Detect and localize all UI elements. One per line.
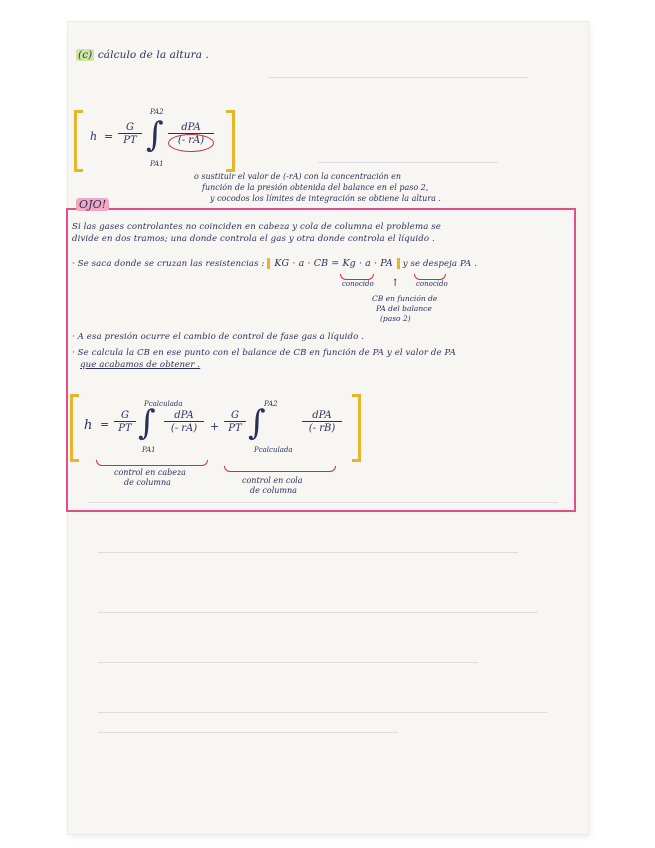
- formula-h: h: [84, 418, 93, 433]
- coefficient-numerator: G: [224, 410, 246, 422]
- cb-note-line: CB en función de: [372, 294, 438, 303]
- head-control-label: control en cabeza: [114, 468, 186, 477]
- section-heading: [76, 49, 209, 61]
- notebook-page: [68, 22, 588, 834]
- note-line: o sustituir el valor de (-rA) con la concentración en: [194, 172, 402, 181]
- integral-lower-limit: PA1: [142, 446, 156, 454]
- bleed-through-line: [98, 552, 518, 553]
- bullet-cb-calc-cont: que acabamos de obtener .: [80, 360, 201, 370]
- coefficient-fraction: [224, 410, 246, 434]
- formula-right-bracket: [352, 394, 361, 462]
- resistance-equation: KG · a · CB = Kg · a · PA: [267, 258, 400, 269]
- ojo-text-line: Si las gases controlantes no coinciden en cabeza y cola de columna el problema se: [72, 222, 441, 232]
- highlight-oval: [168, 134, 214, 152]
- section-title: cálculo de la altura .: [97, 49, 209, 61]
- formula-plus: +: [210, 420, 220, 433]
- integral-sign: ∫: [138, 403, 156, 443]
- cb-note-line: (paso 2): [380, 314, 411, 323]
- formula-left-bracket: [70, 394, 79, 462]
- integrand-numerator: dPA: [164, 410, 204, 422]
- bullet-suffix: y se despeja PA .: [402, 259, 478, 269]
- formula-equals: =: [100, 418, 110, 431]
- bleed-through-line: [98, 662, 478, 663]
- note-line: función de la presión obtenida del balance en el paso 2,: [202, 183, 429, 192]
- formula-equals: =: [104, 130, 114, 143]
- coefficient-fraction: [114, 410, 136, 434]
- integrand-denominator: (- rA): [177, 135, 205, 146]
- bleed-through-line: [318, 162, 498, 163]
- tail-control-label: control en cola: [242, 476, 303, 485]
- coefficient-denominator: PT: [228, 423, 242, 434]
- known-label: conocido: [416, 280, 448, 288]
- cb-note-line: PA del balance: [376, 304, 432, 313]
- integrand-numerator: dPA: [302, 410, 342, 422]
- coefficient-numerator: G: [114, 410, 136, 422]
- coefficient-denominator: PT: [118, 423, 132, 434]
- known-label: conocido: [342, 280, 374, 288]
- formula-right-bracket: [226, 110, 235, 172]
- bleed-through-line: [98, 612, 538, 613]
- integral-upper-limit: PA2: [264, 400, 278, 408]
- ojo-label: OJO!: [76, 198, 109, 211]
- bullet-cb-calc: · Se calcula la CB en ese punto con el balance de CB en función de PA y el valor de PA: [72, 348, 456, 358]
- integrand-numerator: dPA: [168, 122, 214, 134]
- integrand-denominator: (- rA): [170, 423, 198, 434]
- integral-lower-limit: PA1: [150, 160, 164, 168]
- integral-upper-limit: Pcalculada: [144, 400, 183, 408]
- integral-sign: ∫: [248, 403, 266, 443]
- bullet-phase-change: · A esa presión ocurre el cambio de control de fase gas a líquido .: [72, 332, 365, 342]
- bullet-prefix: · Se saca donde se cruzan las resistencias :: [72, 259, 265, 269]
- integral-lower-limit: Pcalculada: [254, 446, 293, 454]
- coefficient-numerator: G: [118, 122, 142, 134]
- section-marker: (c): [78, 49, 93, 61]
- ojo-text-line: divide en dos tramos; una donde controla el gas y otra donde controla el líquido .: [72, 234, 435, 244]
- head-control-brace: [96, 460, 208, 466]
- formula-left-bracket: [74, 110, 83, 172]
- bullet-resistances: [72, 258, 477, 269]
- arrow-icon: ↑: [391, 278, 400, 289]
- bleed-through-line: [98, 712, 548, 713]
- integral-sign: ∫: [146, 115, 164, 155]
- formula-h: h: [90, 130, 98, 143]
- bleed-through-line: [268, 77, 528, 78]
- integral-upper-limit: PA2: [150, 108, 164, 116]
- tail-control-label: de columna: [250, 486, 297, 495]
- tail-control-brace: [224, 466, 336, 472]
- coefficient-denominator: PT: [123, 135, 137, 146]
- integrand-denominator: (- rB): [308, 423, 336, 434]
- integrand-fraction: [302, 410, 342, 434]
- note-line: y cocodos los límites de integración se obtiene la altura .: [210, 194, 441, 203]
- bleed-through-line: [98, 732, 398, 733]
- coefficient-fraction: [118, 122, 142, 146]
- head-control-label: de columna: [124, 478, 171, 487]
- integrand-fraction: [164, 410, 204, 434]
